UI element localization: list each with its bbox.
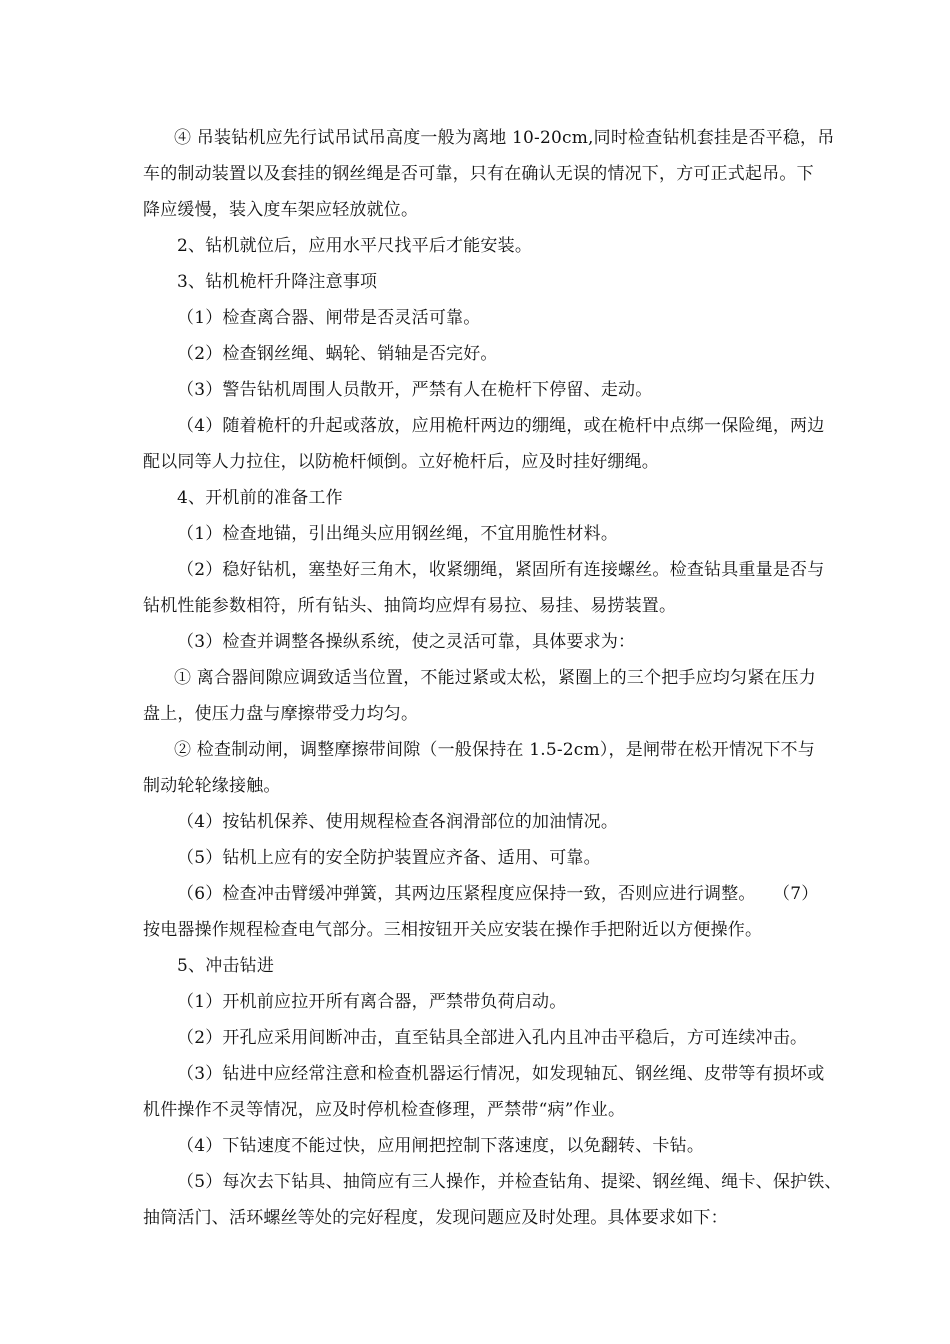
- text-line: （4）下钻速度不能过快，应用闸把控制下落速度，以免翻转、卡钻。: [177, 1136, 705, 1156]
- text-line: （5）每次去下钻具、抽筒应有三人操作，并检查钻角、提梁、钢丝绳、绳卡、保护铁、: [177, 1172, 842, 1192]
- text-line: 车的制动装置以及套挂的钢丝绳是否可靠，只有在确认无误的情况下，方可正式起吊。下: [143, 164, 814, 184]
- text-line: （4）随着桅杆的升起或落放，应用桅杆两边的绷绳，或在桅杆中点绑一保险绳，两边: [177, 416, 825, 436]
- text-line: （2）检查钢丝绳、蜗轮、销轴是否完好。: [177, 344, 498, 364]
- text-line: （3）警告钻机周围人员散开，严禁有人在桅杆下停留、走动。: [177, 380, 653, 400]
- text-line: 配以同等人力拉住，以防桅杆倾倒。立好桅杆后，应及时挂好绷绳。: [143, 452, 659, 472]
- section-heading: 2、钻机就位后，应用水平尺找平后才能安装。: [177, 236, 533, 256]
- text-line: （4）按钻机保养、使用规程检查各润滑部位的加油情况。: [177, 812, 619, 832]
- text-line: ④ 吊装钻机应先行试吊试吊高度一般为离地 10-20cm,同时检查钻机套挂是否平稳，吊: [174, 128, 835, 148]
- text-line: 盘上，使压力盘与摩擦带受力均匀。: [143, 704, 419, 724]
- section-heading: 5、冲击钻进: [177, 956, 275, 976]
- section-heading: 4、开机前的准备工作: [177, 488, 343, 508]
- text-line: （1）检查离合器、闸带是否灵活可靠。: [177, 308, 481, 328]
- text-line: （1）开机前应拉开所有离合器，严禁带负荷启动。: [177, 992, 567, 1012]
- text-line: （3）检查并调整各操纵系统，使之灵活可靠，具体要求为：: [177, 632, 636, 652]
- text-line: ② 检查制动闸，调整摩擦带间隙（一般保持在 1.5-2cm），是闸带在松开情况下不与: [174, 740, 815, 760]
- text-line: （2）稳好钻机，塞垫好三角木，收紧绷绳，紧固所有连接螺丝。检查钻具重量是否与: [177, 560, 825, 580]
- text-line: 降应缓慢，装入度车架应轻放就位。: [143, 200, 419, 220]
- text-line: 制动轮轮缘接触。: [143, 776, 281, 796]
- text-line: （6）检查冲击臂缓冲弹簧，其两边压紧程度应保持一致，否则应进行调整。 （7）: [177, 884, 819, 904]
- text-line: 机件操作不灵等情况，应及时停机检查修理，严禁带“病”作业。: [143, 1100, 626, 1120]
- text-line: （1）检查地锚，引出绳头应用钢丝绳，不宜用脆性材料。: [177, 524, 619, 544]
- text-line: （5）钻机上应有的安全防护装置应齐备、适用、可靠。: [177, 848, 601, 868]
- text-line: （2）开孔应采用间断冲击，直至钻具全部进入孔内且冲击平稳后，方可连续冲击。: [177, 1028, 808, 1048]
- section-heading: 3、钻机桅杆升降注意事项: [177, 272, 378, 292]
- text-line: 钻机性能参数相符，所有钻头、抽筒均应焊有易拉、易挂、易捞装置。: [143, 596, 677, 616]
- text-line: 按电器操作规程检查电气部分。三相按钮开关应安装在操作手把附近以方便操作。: [143, 920, 763, 940]
- text-line: ① 离合器间隙应调致适当位置，不能过紧或太松，紧圈上的三个把手应均匀紧在压力: [174, 668, 817, 688]
- text-line: （3）钻进中应经常注意和检查机器运行情况，如发现轴瓦、钢丝绳、皮带等有损坏或: [177, 1064, 825, 1084]
- text-line: 抽筒活门、活环螺丝等处的完好程度，发现问题应及时处理。具体要求如下：: [143, 1208, 728, 1228]
